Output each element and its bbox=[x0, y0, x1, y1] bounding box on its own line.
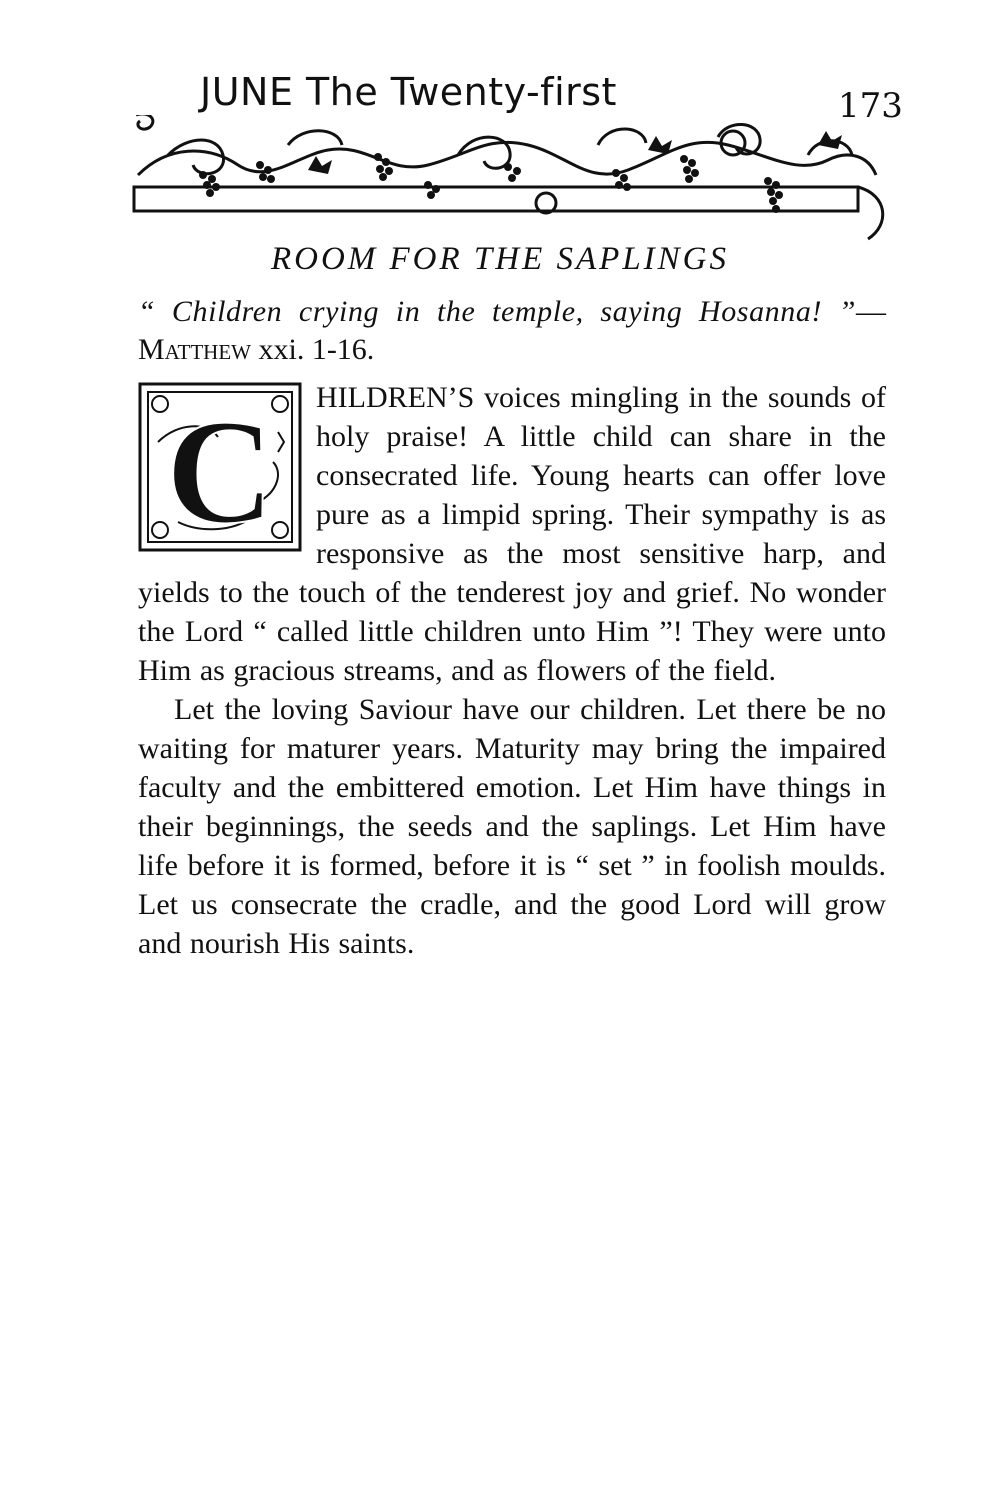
paragraph-2: Let the loving Saviour have our children. Let there be no waiting for maturer years. Maturity may bring the impaired faculty and the embittered emotion. Let Him have things in their beginnings, the seeds and the saplings. Let Him have life before it is formed, before it is “ set ” in foolish moulds. Let us consecrate the cradle, and the good Lord will grow and nourish His saints. bbox=[138, 693, 886, 960]
epigraph-reference-book: Matthew bbox=[138, 333, 251, 366]
drop-cap-letter: C bbox=[165, 389, 275, 552]
paragraph-1-text: HILDREN’S voices mingling in the sounds of holy praise! A little child can share in the consecrated life. Young hearts can offer love pure as a limpid spring. Their sympathy is as responsive as the most sensitive harp, and yields to the touch of the tenderest joy and grief. No wonder the Lord “ called little children unto Him ”! They were unto Him as gracious streams, and as flowers of the field. bbox=[138, 381, 886, 687]
drop-cap-icon bbox=[138, 382, 302, 552]
epigraph-dash: — bbox=[856, 295, 886, 328]
body-text bbox=[138, 378, 886, 963]
page-header-title: JUNE The Twenty-first bbox=[200, 70, 617, 114]
epigraph-reference-location: xxi. 1-16. bbox=[250, 333, 375, 366]
paragraph-1 bbox=[138, 378, 886, 690]
epigraph-quote: “ Children crying in the temple, saying Hosanna! ” bbox=[138, 295, 856, 328]
vine-ornament-icon bbox=[128, 115, 888, 245]
page-number: 173 bbox=[838, 86, 903, 126]
epigraph bbox=[138, 293, 886, 369]
chapter-title: ROOM FOR THE SAPLINGS bbox=[270, 241, 730, 277]
